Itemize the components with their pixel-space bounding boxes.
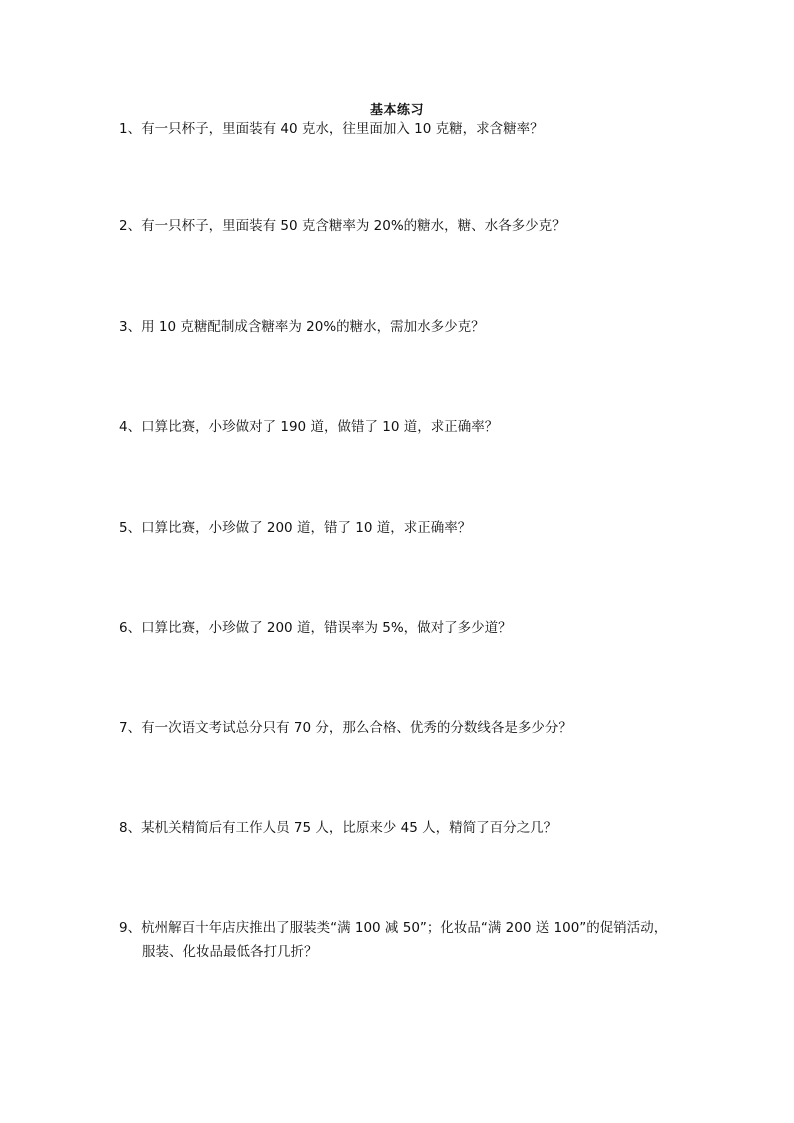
page-title: 基本练习 (369, 103, 424, 118)
question-9-line-2: 服装、化妆品最低各打几折？ (142, 944, 318, 960)
question-1: 1、有一只杯子，里面装有 40 克水，往里面加入 10 克糖，求含糖率？ (119, 121, 544, 137)
question-9 (119, 916, 699, 964)
question-7: 7、有一次语文考试总分只有 70 分，那么合格、优秀的分数线各是多少分？ (119, 720, 572, 736)
question-5: 5、口算比赛，小珍做了 200 道，错了 10 道，求正确率？ (119, 520, 472, 536)
question-2: 2、有一只杯子，里面装有 50 克含糖率为 20%的糖水，糖、水各多少克？ (119, 218, 566, 234)
question-9-line-1: 9、杭州解百十年店庆推出了服装类“满 100 减 50”；化妆品“满 200 送 100”的促销活动， (119, 920, 668, 936)
question-4: 4、口算比赛，小珍做对了 190 道，做错了 10 道，求正确率？ (119, 419, 499, 435)
question-6: 6、口算比赛，小珍做了 200 道，错误率为 5%，做对了多少道？ (119, 620, 512, 636)
question-3: 3、用 10 克糖配制成含糖率为 20%的糖水，需加水多少克？ (119, 319, 485, 335)
question-8: 8、某机关精简后有工作人员 75 人，比原来少 45 人，精简了百分之几？ (119, 820, 558, 836)
